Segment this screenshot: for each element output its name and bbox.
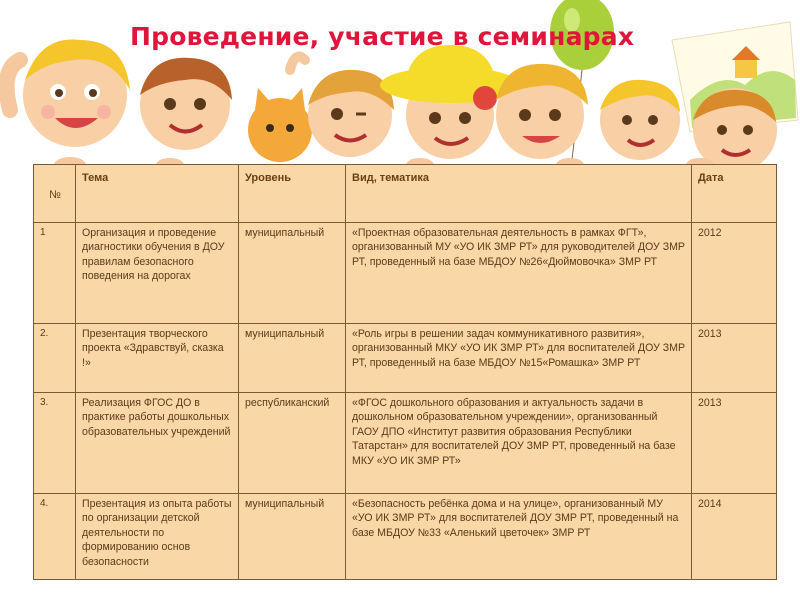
header-topic: Тема	[76, 165, 239, 223]
header-type-theme: Вид, тематика	[346, 165, 692, 223]
cell-level: муниципальный	[239, 324, 346, 393]
cell-type-theme: «Безопасность ребёнка дома и на улице», организованный МУ «УО ИК ЗМР РТ» для воспитателей ДОУ ЗМР РТ, проведенный на базе МБДОУ №33 «Аленький цветочек» ЗМР РТ	[346, 494, 692, 580]
cat-toy-icon	[248, 57, 312, 162]
cell-topic: Реализация ФГОС ДО в практике работы дошкольных образовательных учреждений	[76, 393, 239, 494]
header-date: Дата	[692, 165, 777, 223]
header-level: Уровень	[239, 165, 346, 223]
child-1	[7, 40, 130, 148]
child-2	[140, 58, 232, 150]
cell-number: 4.	[34, 494, 76, 580]
table-row	[34, 393, 777, 494]
cell-date: 2014	[692, 494, 777, 580]
cell-type-theme: «ФГОС дошкольного образования и актуальность задачи в дошкольном образовательном учреждении», организованный ГАОУ ДПО «Институт развития образования Республики Татарстан» для воспитателей ДОУ ЗМР РТ, проведенный на базе МКУ «УО ИК ЗМР РТ»	[346, 393, 692, 494]
header-number: №	[34, 165, 76, 223]
page-title: Проведение, участие в семинарах	[130, 22, 635, 51]
cell-date: 2013	[692, 324, 777, 393]
child-6	[600, 80, 680, 160]
cell-date: 2012	[692, 223, 777, 324]
cell-topic: Организация и проведение диагностики обучения в ДОУ правилам безопасного поведения на дорогах	[76, 223, 239, 324]
cell-level: республиканский	[239, 393, 346, 494]
table-row	[34, 494, 777, 580]
cell-date: 2013	[692, 393, 777, 494]
seminars-table-container	[33, 164, 776, 596]
cell-level: муниципальный	[239, 223, 346, 324]
cell-number: 2.	[34, 324, 76, 393]
cell-topic: Презентация творческого проекта «Здравствуй, сказка !»	[76, 324, 239, 393]
table-header-row	[34, 165, 777, 223]
cell-type-theme: «Роль игры в решении задач коммуникативного развития», организованный МКУ «УО ИК ЗМР РТ» для воспитателей ДОУ ЗМР РТ, проведенный на базе МБДОУ №15«Ромашка» ЗМР РТ	[346, 324, 692, 393]
table-row	[34, 223, 777, 324]
cell-number: 3.	[34, 393, 76, 494]
cell-topic: Презентация из опыта работы по организации детской деятельности по формированию основ безопасности	[76, 494, 239, 580]
cell-number: 1	[34, 223, 76, 324]
seminars-table	[33, 164, 777, 580]
table-row	[34, 324, 777, 393]
cell-type-theme: «Проектная образовательная деятельность в рамках ФГТ», организованный МУ «УО ИК ЗМР РТ» для руководителей ДОУ ЗМР РТ, проведенный на базе МБДОУ №26«Дюймовочка» ЗМР РТ	[346, 223, 692, 324]
child-5	[496, 64, 588, 159]
cell-level: муниципальный	[239, 494, 346, 580]
